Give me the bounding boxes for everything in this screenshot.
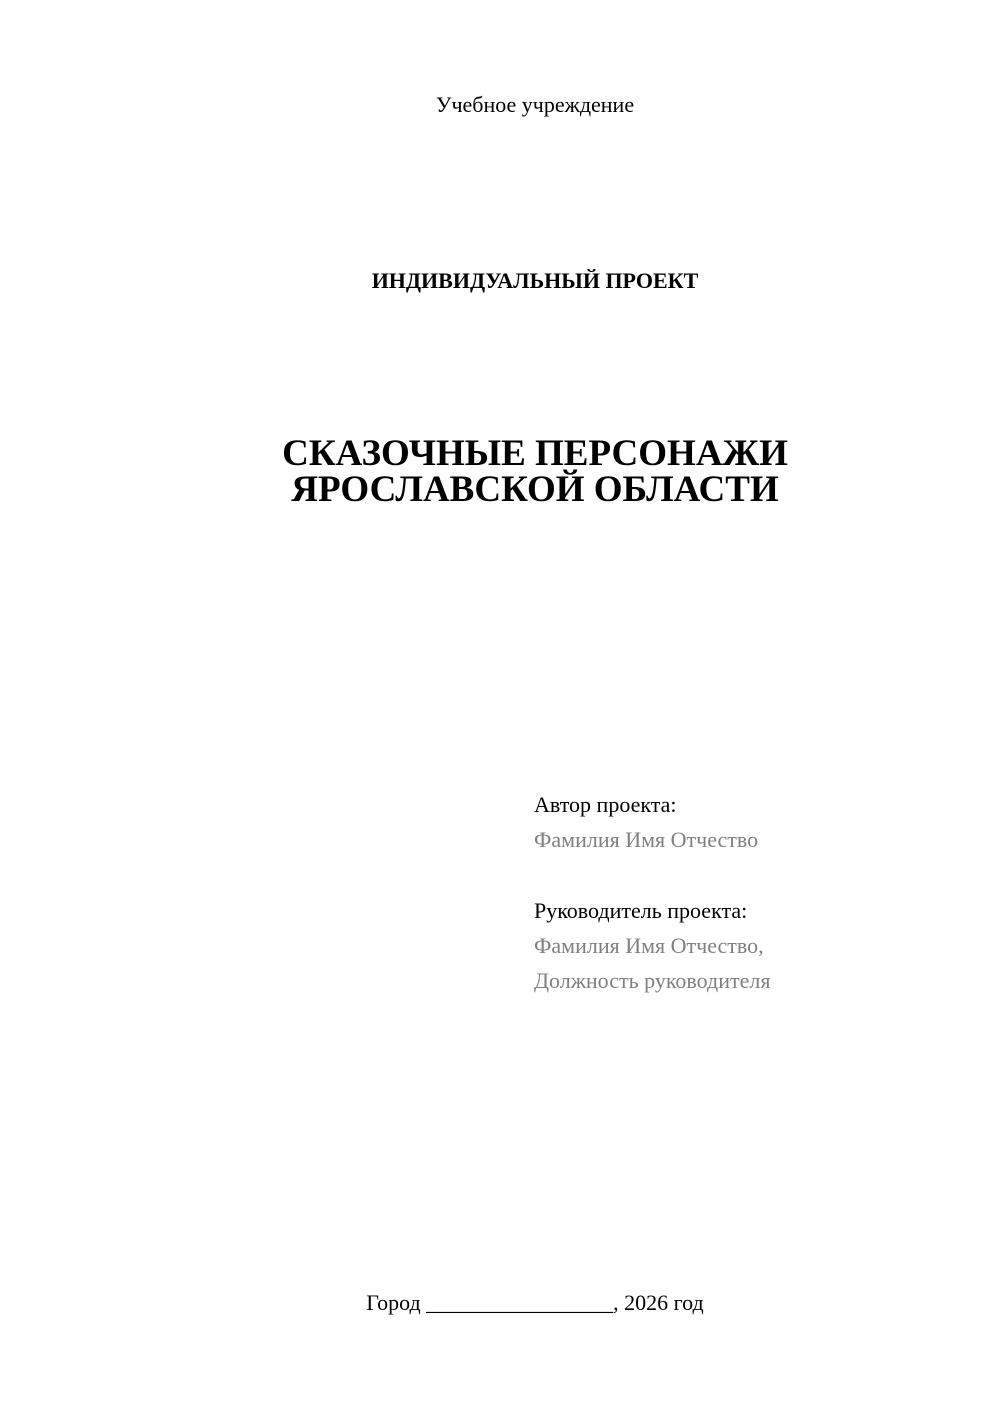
supervisor-name: Фамилия Имя Отчество, (534, 933, 764, 958)
author-block (534, 787, 758, 857)
supervisor-block (534, 893, 770, 998)
author-label: Автор проекта: (534, 792, 677, 817)
project-title-line-1: СКАЗОЧНЫЕ ПЕРСОНАЖИ (282, 433, 788, 474)
author-name: Фамилия Имя Отчество (534, 827, 759, 852)
supervisor-label: Руководитель проекта: (534, 898, 748, 923)
project-type-heading: ИНДИВИДУАЛЬНЫЙ ПРОЕКТ (371, 268, 699, 293)
institution-name: Учебное учреждение (435, 92, 635, 117)
project-title-line-2: ЯРОСЛАВСКОЙ ОБЛАСТИ (291, 469, 779, 510)
supervisor-position: Должность руководителя (534, 968, 771, 993)
city-year-footer: Город _________________, 2026 год (366, 1290, 704, 1315)
project-title (0, 433, 1000, 510)
